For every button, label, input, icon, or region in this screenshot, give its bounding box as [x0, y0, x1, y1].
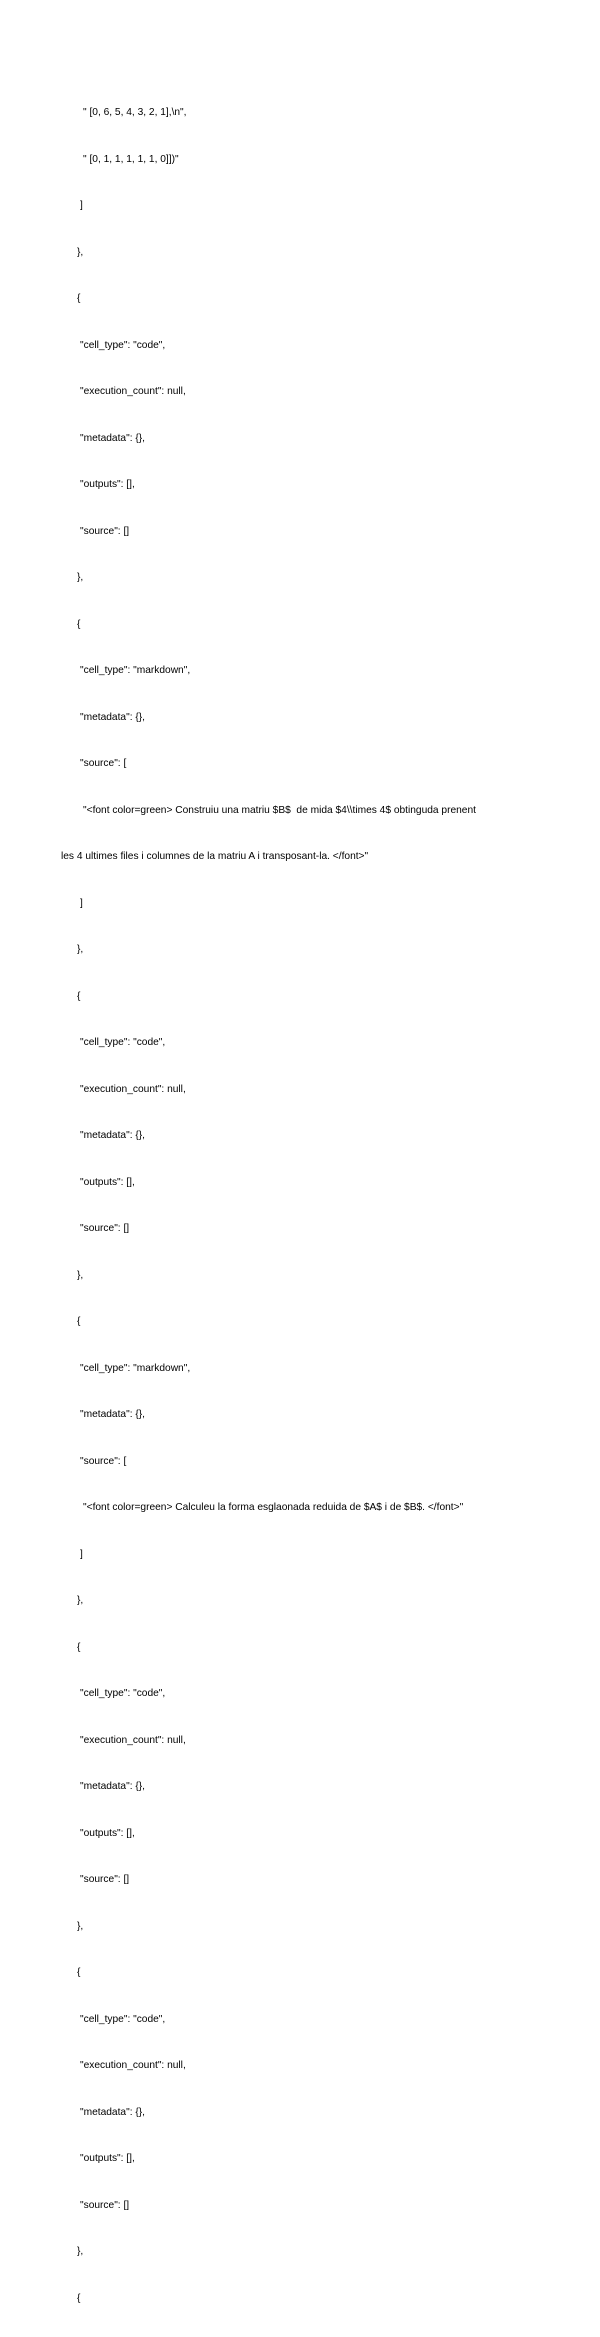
text-line: "cell_type": "code",	[80, 1688, 166, 1699]
text-line: "metadata": {},	[80, 711, 146, 723]
text-line: },	[77, 1920, 84, 1932]
text-line: "source": []	[80, 1874, 130, 1885]
text-line: ]	[80, 1548, 83, 1560]
text-line: "source": []	[80, 2199, 130, 2211]
text-line: {	[77, 1967, 81, 1978]
text-line: "cell_type": "code",	[80, 339, 166, 351]
text-line: "<font color=green> Construiu una matriu $B$ de mida $4\\times 4$ obtinguda prenent	[83, 804, 476, 816]
text-line: " [0, 6, 5, 4, 3, 2, 1],\n",	[83, 107, 187, 118]
text-line: "metadata": {},	[80, 1781, 146, 1792]
text-line: les 4 ultimes files i columnes de la matriu A i transposant-la. </font>"	[61, 851, 369, 862]
text-line: "execution_count": null,	[80, 2060, 186, 2071]
text-line: "cell_type": "code",	[80, 1037, 166, 1048]
text-line: {	[77, 1641, 81, 1653]
text-line: "outputs": [],	[80, 1827, 135, 1839]
text-line: },	[77, 2246, 84, 2257]
text-line: "cell_type": "markdown",	[80, 1362, 191, 1374]
text-line: },	[77, 944, 84, 955]
text-line: "cell_type": "markdown",	[80, 665, 191, 676]
text-line: "execution_count": null,	[80, 1734, 186, 1746]
text-line: "metadata": {},	[80, 1409, 146, 1420]
text-line: "source": []	[80, 1223, 130, 1234]
text-line: "source": []	[80, 525, 130, 537]
text-line: "execution_count": null,	[80, 1083, 186, 1095]
text-line: "outputs": [],	[80, 2153, 135, 2164]
text-line: "source": [	[80, 1455, 127, 1467]
text-line: "metadata": {},	[80, 2106, 146, 2118]
notebook-json-text	[61, 74, 541, 2337]
text-line: "execution_count": null,	[80, 386, 186, 397]
text-line: {	[77, 990, 81, 1002]
text-line: {	[77, 1316, 81, 1327]
text-line: ]	[80, 897, 83, 909]
text-line: " [0, 1, 1, 1, 1, 1, 0]])"	[83, 153, 179, 165]
text-line: "outputs": [],	[80, 479, 135, 490]
text-line: {	[77, 2292, 81, 2304]
text-line: {	[77, 618, 81, 630]
text-line: },	[77, 1595, 84, 1606]
text-line: },	[77, 1269, 84, 1281]
text-line: "source": [	[80, 758, 127, 769]
text-line: "<font color=green> Calculeu la forma esglaonada reduida de $A$ i de $B$. </font>"	[83, 1502, 464, 1513]
text-line: "metadata": {},	[80, 1130, 146, 1141]
text-line: "cell_type": "code",	[80, 2013, 166, 2025]
text-line: },	[77, 246, 84, 258]
text-line: "metadata": {},	[80, 432, 146, 444]
text-line: "outputs": [],	[80, 1176, 135, 1188]
text-line: },	[77, 572, 84, 583]
text-line: {	[77, 293, 81, 304]
text-line: ]	[80, 200, 83, 211]
